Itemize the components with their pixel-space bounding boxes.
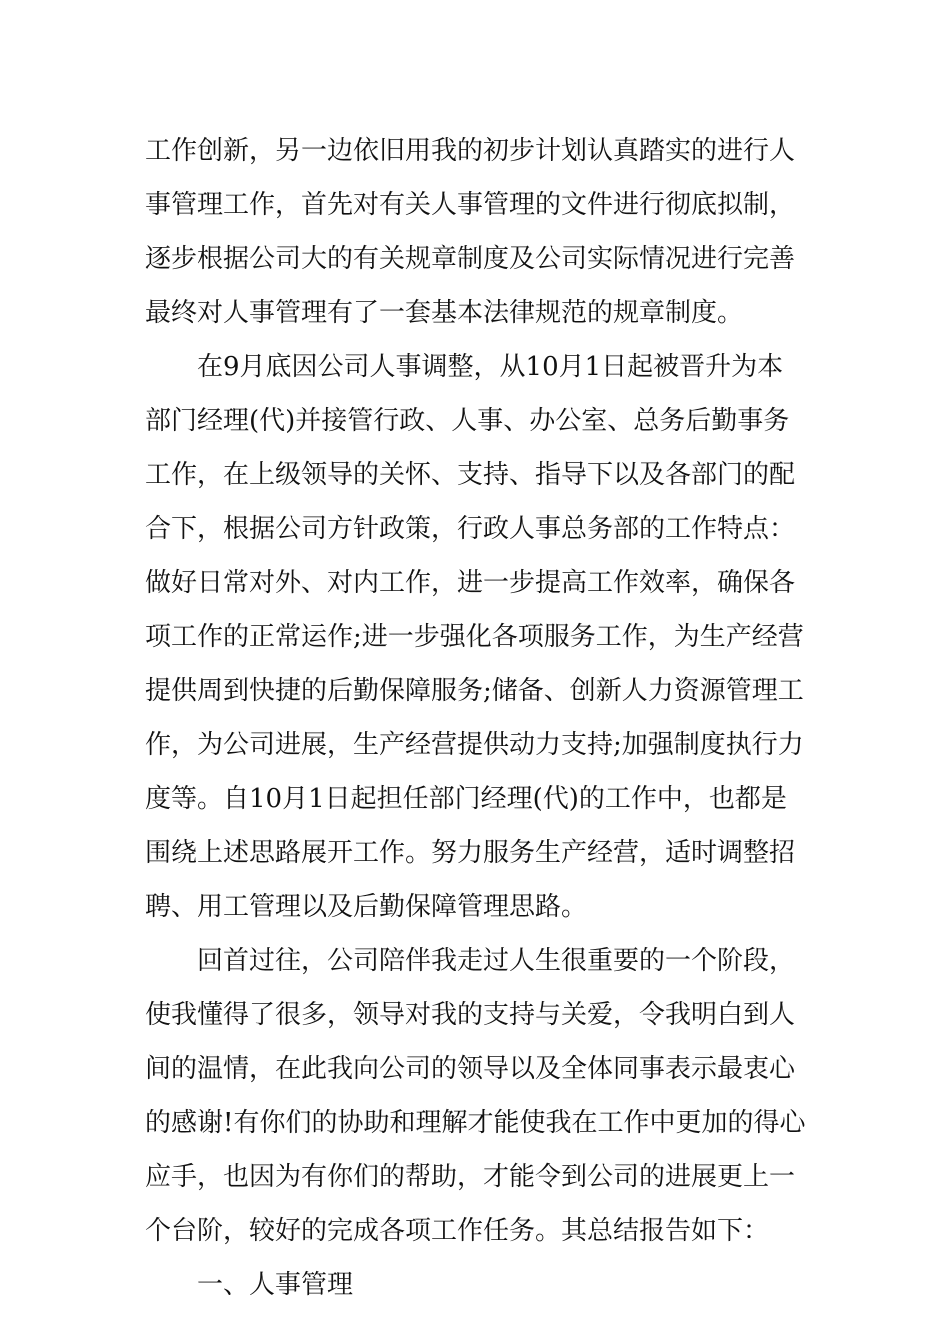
text-line: 间的温情，在此我向公司的领导以及全体同事表示最衷心 bbox=[145, 1054, 796, 1084]
text-line: 最终对人事管理有了一套基本法律规范的规章制度。 bbox=[145, 298, 744, 328]
paragraph-first-line: 在9月底因公司人事调整，从10月1日起被晋升为本 bbox=[197, 352, 784, 382]
text-line: 逐步根据公司大的有关规章制度及公司实际情况进行完善 bbox=[145, 244, 796, 274]
text-line: 作，为公司进展，生产经营提供动力支持;加强制度执行力 bbox=[145, 730, 804, 760]
paragraph-first-line: 回首过往，公司陪伴我走过人生很重要的一个阶段， bbox=[197, 946, 796, 976]
text-line: 事管理工作，首先对有关人事管理的文件进行彻底拟制， bbox=[145, 190, 796, 220]
text-line: 提供周到快捷的后勤保障服务;储备、创新人力资源管理工 bbox=[145, 676, 804, 706]
section-heading: 一、人事管理 bbox=[197, 1270, 354, 1300]
text-line: 的感谢!有你们的协助和理解才能使我在工作中更加的得心 bbox=[145, 1108, 806, 1138]
text-line: 项工作的正常运作;进一步强化各项服务工作，为生产经营 bbox=[145, 622, 804, 652]
text-line: 聘、用工管理以及后勤保障管理思路。 bbox=[145, 892, 588, 922]
text-line: 做好日常对外、对内工作，进一步提高工作效率，确保各 bbox=[145, 568, 796, 598]
text-line: 合下，根据公司方针政策，行政人事总务部的工作特点： bbox=[145, 514, 796, 544]
text-line: 使我懂得了很多，领导对我的支持与关爱，令我明白到人 bbox=[145, 1000, 796, 1030]
text-line: 工作创新，另一边依旧用我的初步计划认真踏实的进行人 bbox=[145, 136, 796, 166]
text-line: 围绕上述思路展开工作。努力服务生产经营，适时调整招 bbox=[145, 838, 796, 868]
text-line: 工作，在上级领导的关怀、支持、指导下以及各部门的配 bbox=[145, 460, 796, 490]
text-line: 应手，也因为有你们的帮助，才能令到公司的进展更上一 bbox=[145, 1162, 796, 1192]
text-line: 部门经理(代)并接管行政、人事、办公室、总务后勤事务 bbox=[145, 406, 790, 436]
text-line: 个台阶，较好的完成各项工作任务。其总结报告如下： bbox=[145, 1216, 770, 1246]
text-line: 度等。自10月1日起担任部门经理(代)的工作中，也都是 bbox=[145, 784, 787, 814]
